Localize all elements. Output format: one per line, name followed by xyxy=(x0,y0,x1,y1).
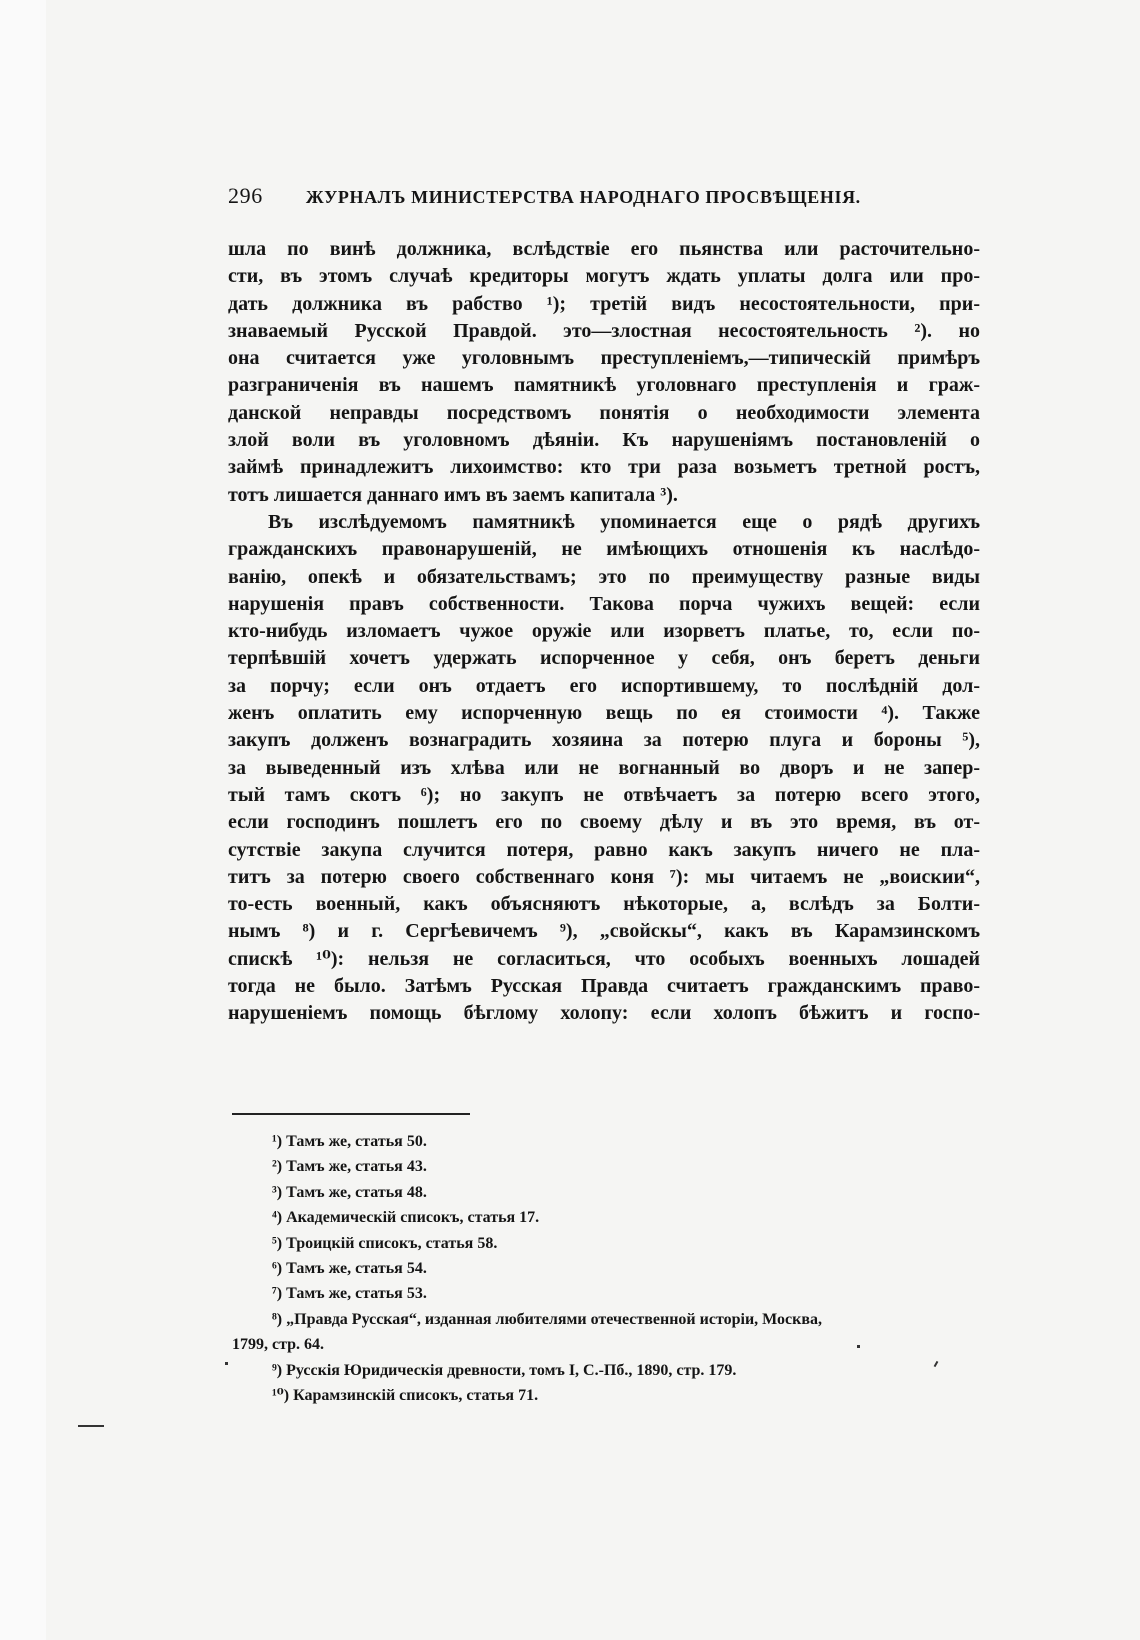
footnote-continuation: 1799, стр. 64. xyxy=(232,1336,325,1354)
text-line: то-есть военный, какъ объясняютъ нѣкоторые, а, вслѣдъ за Болти- xyxy=(228,893,980,916)
text-line: титъ за потерю своего собственнаго коня ⁷): мы читаемъ не „воискии“, xyxy=(228,865,980,888)
footnote: ⁶) Тамъ же, статья 54. xyxy=(272,1260,427,1278)
text-line: за порчу; если онъ отдаетъ его испортившему, то послѣдній дол- xyxy=(228,674,980,697)
footnote: ²) Тамъ же, статья 43. xyxy=(272,1158,427,1176)
running-title: ЖУРНАЛЪ МИНИСТЕРСТВА НАРОДНАГО ПРОСВѢЩЕНІЯ. xyxy=(305,187,861,207)
text-line: данской неправды посредствомъ понятія о необходимости элемента xyxy=(228,401,980,424)
text-line: она считается уже уголовнымъ преступленіемъ,—типическій примѣръ xyxy=(228,347,980,370)
footnotes xyxy=(232,1129,984,1408)
text-line: займѣ принадлежитъ лихоимство: кто три раза возьметъ третной ростъ, xyxy=(228,456,980,479)
footnote: ⁷) Тамъ же, статья 53. xyxy=(272,1285,427,1303)
text-line: нарушеніемъ помощь бѣглому холопу: если холопъ бѣжитъ и госпо- xyxy=(228,1002,980,1025)
footnote-rule xyxy=(232,1113,470,1115)
text-line: нарушенія правъ собственности. Такова порча чужихъ вещей: если xyxy=(228,592,980,615)
text-line: тогда не было. Затѣмъ Русская Правда считаетъ гражданскимъ право- xyxy=(228,975,980,998)
text-line: терпѣвшій хочетъ удержать испорченное у себя, онъ беретъ деньги xyxy=(228,647,980,670)
text-line: кто-нибудь изломаетъ чужое оружіе или изорветъ платье, то, если по- xyxy=(228,620,980,643)
footnote: ⁹) Русскія Юридическія древности, томъ I, С.-Пб., 1890, стр. 179. xyxy=(272,1361,737,1379)
text-line: шла по винѣ должника, вслѣдствіе его пьянства или расточительно- xyxy=(228,238,980,260)
page-number: 296 xyxy=(228,183,263,208)
text-line: нымъ ⁸) и г. Сергѣевичемъ ⁹), „свойскы“, какъ въ Карамзинскомъ xyxy=(228,920,980,943)
footnote: ¹⁰) Карамзинскій списокъ, статья 71. xyxy=(272,1387,539,1405)
scan-speck xyxy=(857,1345,860,1348)
scan-speck xyxy=(78,1425,104,1427)
text-line: тый тамъ скотъ ⁶); но закупъ не отвѣчаетъ за потерю всего этого, xyxy=(228,783,980,806)
text-line: тотъ лишается даннаго имъ въ заемъ капитала ³). xyxy=(228,483,678,506)
text-line: спискѣ ¹⁰): нельзя не согласиться, что особыхъ военныхъ лошадей xyxy=(228,947,980,970)
scan-speck xyxy=(225,1362,228,1365)
text-line: если господинъ пошлетъ его по своему дѣлу и въ это время, въ от- xyxy=(228,811,980,834)
text-line: Въ изслѣдуемомъ памятникѣ упоминается еще о рядѣ другихъ xyxy=(268,510,980,533)
text-line: ванію, опекѣ и обязательствамъ; это по преимуществу разные виды xyxy=(228,565,980,588)
text-line: злой воли въ уголовномъ дѣяніи. Къ нарушеніямъ постановленій о xyxy=(228,429,980,452)
text-line: сутствіе закупа случится потеря, равно какъ закупъ ничего не пла- xyxy=(228,838,980,861)
text-line: дать должника въ рабство ¹); третій видъ несостоятельности, при- xyxy=(228,292,980,315)
page-margin xyxy=(0,0,46,1640)
footnote: ⁸) „Правда Русская“, изданная любителями отечественной исторіи, Москва, xyxy=(272,1310,823,1328)
text-line: женъ оплатить ему испорченную вещь по ея стоимости ⁴). Также xyxy=(228,702,980,725)
text-line: разграниченія въ нашемъ памятникѣ уголовнаго преступленія и граж- xyxy=(228,374,980,397)
footnote: ¹) Тамъ же, статья 50. xyxy=(272,1133,427,1150)
text-line: сти, въ этомъ случаѣ кредиторы могутъ ждать уплаты долга или про- xyxy=(228,265,980,288)
footnote: ³) Тамъ же, статья 48. xyxy=(272,1183,427,1201)
text-line: за выведенный изъ хлѣва или не вогнанный во дворъ и не запер- xyxy=(228,756,980,779)
text-line: знаваемый Русской Правдой. это—злостная несостоятельность ²). но xyxy=(228,319,980,342)
running-header xyxy=(228,183,980,209)
text-line: закупъ долженъ вознаградить хозяина за потерю плуга и бороны ⁵), xyxy=(228,729,980,752)
footnote: ⁴) Академическій списокъ, статья 17. xyxy=(272,1209,540,1227)
text-line: гражданскихъ правонарушеній, не имѣющихъ отношенія къ наслѣдо- xyxy=(228,538,980,561)
footnote: ⁵) Троицкій списокъ, статья 58. xyxy=(272,1234,498,1252)
body-text xyxy=(228,236,980,1028)
